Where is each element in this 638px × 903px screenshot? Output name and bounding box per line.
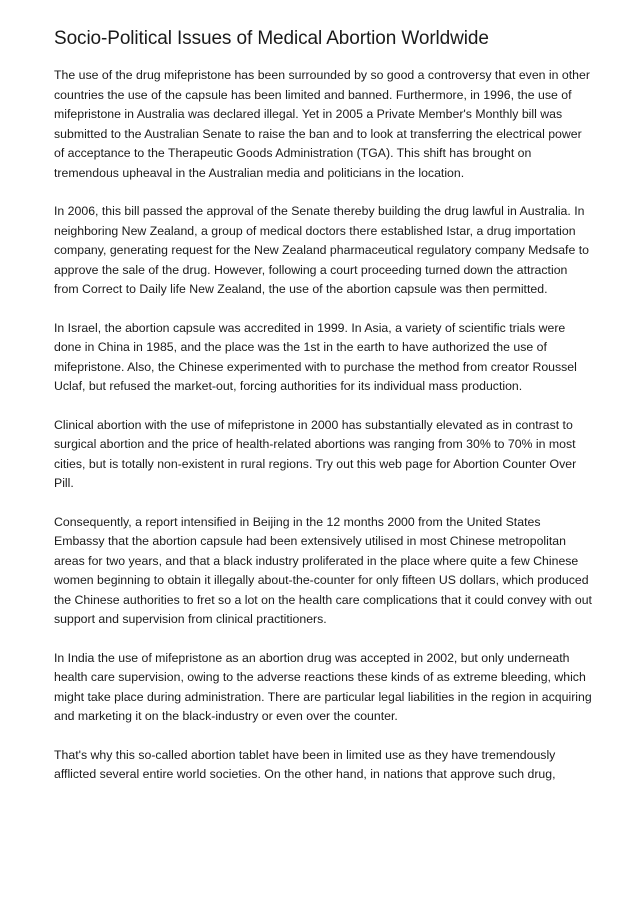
paragraph: In India the use of mifepristone as an abortion drug was accepted in 2002, but only underneath health care supervision, owing to the adverse reactions these kinds of as extreme bleeding, which might take place during administration. There are particular legal liabilities in the region in acquiring and marketing it on the black-industry or even over the counter.	[54, 650, 592, 723]
paragraph: That's why this so-called abortion tablet have been in limited use as they have tremendously afflicted several entire world societies. On the other hand, in nations that approve such drug,	[54, 747, 556, 781]
paragraph: The use of the drug mifepristone has been surrounded by so good a controversy that even in other countries the use of the capsule has been limited and banned. Furthermore, in 1996, the use of mifepristone in Australia was declared illegal. Yet in 2005 a Private Member's Monthly bill was submitted to the Australian Senate to raise the ban and to look at transferring the electrical power of acceptance to the Therapeutic Goods Administration (TGA). This shift has brought on tremendous upheaval in the Australian media and politicians in the location.	[54, 68, 590, 180]
paragraph: In Israel, the abortion capsule was accredited in 1999. In Asia, a variety of scientific trials were done in China in 1985, and the place was the 1st in the earth to have authorized the use of mifepristone. Also, the Chinese experimented with to purchase the method from creator Roussel Uclaf, but refused the market-out, forcing authorities for its individual mass production.	[54, 320, 577, 393]
document-title: Socio-Political Issues of Medical Abortion Worldwide	[54, 28, 489, 49]
paragraph: In 2006, this bill passed the approval of the Senate thereby building the drug lawful in Australia. In neighboring New Zealand, a group of medical doctors there established Istar, a drug importation company, generating request for the New Zealand pharmaceutical regulatory company Medsafe to approve the sale of the drug. However, following a court proceeding turned down the attraction from Correct to Daily life New Zealand, the use of the abortion capsule was then permitted.	[54, 204, 589, 296]
paragraph: Clinical abortion with the use of mifepristone in 2000 has substantially elevated as in contrast to surgical abortion and the price of health-related abortions was ranging from 30% to 70% in most cities, but is totally non-existent in rural regions. Try out this web page for Abortion Counter Over Pill.	[54, 417, 577, 490]
paragraph: Consequently, a report intensified in Beijing in the 12 months 2000 from the United States Embassy that the abortion capsule had been extensively utilised in most Chinese metropolitan areas for two years, and that a black industry proliferated in the place where quite a few Chinese women beginning to obtain it illegally about-the-counter for only fifteen US dollars, which produced the Chinese authorities to fret so a lot on the health care complications that it could convey with out support and supervision from clinical practitioners.	[54, 514, 592, 626]
document-page	[54, 26, 594, 804]
